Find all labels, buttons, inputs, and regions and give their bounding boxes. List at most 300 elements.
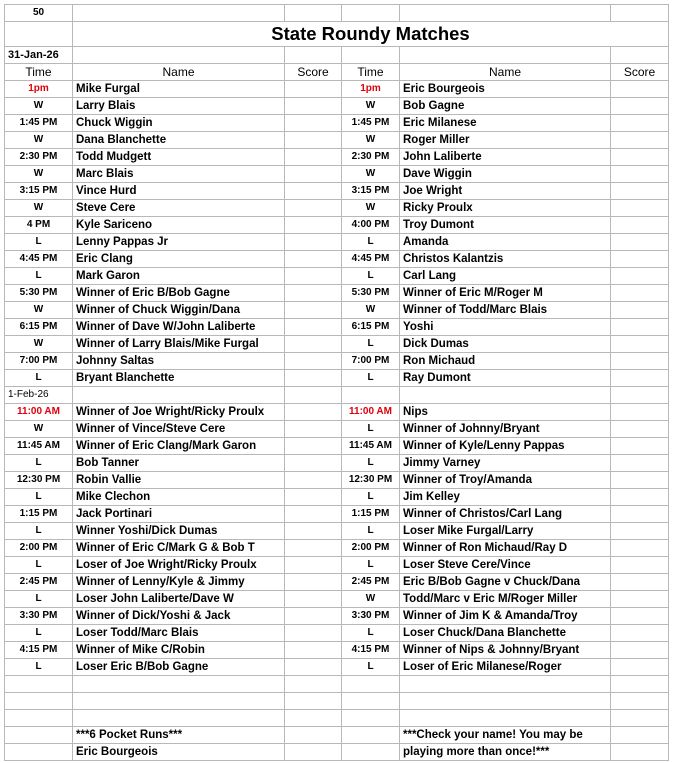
- score-cell-right[interactable]: [611, 455, 669, 472]
- empty-cell[interactable]: [400, 676, 611, 693]
- time-cell-right[interactable]: 1:45 PM: [342, 115, 400, 132]
- score-cell-left[interactable]: [285, 438, 342, 455]
- time-cell-right[interactable]: L: [342, 268, 400, 285]
- match-row: [5, 506, 669, 523]
- time-cell-left[interactable]: W: [5, 132, 73, 149]
- time-cell-right[interactable]: 2:00 PM: [342, 540, 400, 557]
- player-name-left[interactable]: Johnny Saltas: [73, 353, 285, 370]
- header-name-left: Name: [73, 64, 285, 81]
- player-name-left[interactable]: Bob Tanner: [73, 455, 285, 472]
- score-cell-left[interactable]: [285, 574, 342, 591]
- match-row: [5, 336, 669, 353]
- time-cell-right[interactable]: L: [342, 625, 400, 642]
- time-cell-right[interactable]: 1pm: [342, 81, 400, 98]
- player-name-right[interactable]: Bob Gagne: [400, 98, 611, 115]
- score-cell-left[interactable]: [285, 591, 342, 608]
- player-name-right[interactable]: Winner of Kyle/Lenny Pappas: [400, 438, 611, 455]
- match-row: [5, 540, 669, 557]
- time-cell-right[interactable]: L: [342, 421, 400, 438]
- player-name-right[interactable]: Todd/Marc v Eric M/Roger Miller: [400, 591, 611, 608]
- time-cell-left[interactable]: L: [5, 557, 73, 574]
- player-name-right[interactable]: Loser Mike Furgal/Larry: [400, 523, 611, 540]
- header-name-right: Name: [400, 64, 611, 81]
- time-cell-left[interactable]: L: [5, 489, 73, 506]
- time-cell-right[interactable]: L: [342, 234, 400, 251]
- time-cell-right[interactable]: W: [342, 200, 400, 217]
- score-cell-left[interactable]: [285, 132, 342, 149]
- player-name-right[interactable]: Dick Dumas: [400, 336, 611, 353]
- empty-cell[interactable]: [342, 710, 400, 727]
- player-name-left[interactable]: Kyle Sariceno: [73, 217, 285, 234]
- time-cell-left[interactable]: 11:45 AM: [5, 438, 73, 455]
- empty-cell[interactable]: [73, 47, 285, 64]
- time-cell-left[interactable]: W: [5, 421, 73, 438]
- empty-cell[interactable]: [342, 744, 400, 761]
- time-cell-left[interactable]: 3:30 PM: [5, 608, 73, 625]
- time-cell-left[interactable]: 5:30 PM: [5, 285, 73, 302]
- player-name-right[interactable]: Loser of Eric Milanese/Roger: [400, 659, 611, 676]
- time-cell-right[interactable]: 11:00 AM: [342, 404, 400, 421]
- empty-cell[interactable]: [611, 47, 669, 64]
- time-cell-right[interactable]: W: [342, 591, 400, 608]
- time-cell-right[interactable]: L: [342, 455, 400, 472]
- empty-cell[interactable]: [342, 676, 400, 693]
- top-number-cell[interactable]: 50: [5, 5, 73, 22]
- player-name-left[interactable]: Winner of Dick/Yoshi & Jack: [73, 608, 285, 625]
- time-cell-left[interactable]: 6:15 PM: [5, 319, 73, 336]
- time-cell-right[interactable]: 4:00 PM: [342, 217, 400, 234]
- empty-cell[interactable]: [5, 693, 73, 710]
- player-name-left[interactable]: Todd Mudgett: [73, 149, 285, 166]
- schedule-sheet: [4, 4, 669, 761]
- time-cell-left[interactable]: L: [5, 268, 73, 285]
- time-cell-left[interactable]: W: [5, 98, 73, 115]
- time-cell-left[interactable]: W: [5, 336, 73, 353]
- match-row: [5, 421, 669, 438]
- match-row: [5, 472, 669, 489]
- empty-cell[interactable]: [611, 710, 669, 727]
- player-name-left[interactable]: Winner of Lenny/Kyle & Jimmy: [73, 574, 285, 591]
- match-row: [5, 81, 669, 98]
- score-cell-left[interactable]: [285, 183, 342, 200]
- player-name-right[interactable]: Eric B/Bob Gagne v Chuck/Dana: [400, 574, 611, 591]
- player-name-right[interactable]: Roger Miller: [400, 132, 611, 149]
- match-row: [5, 557, 669, 574]
- date-cell-day2[interactable]: 1-Feb-26: [5, 387, 73, 404]
- time-cell-left[interactable]: L: [5, 523, 73, 540]
- time-cell-left[interactable]: 2:00 PM: [5, 540, 73, 557]
- player-name-right[interactable]: Joe Wright: [400, 183, 611, 200]
- time-cell-left[interactable]: L: [5, 370, 73, 387]
- empty-cell[interactable]: [285, 727, 342, 744]
- score-cell-right[interactable]: [611, 319, 669, 336]
- empty-cell[interactable]: [611, 676, 669, 693]
- score-cell-right[interactable]: [611, 98, 669, 115]
- score-cell-right[interactable]: [611, 438, 669, 455]
- player-name-left[interactable]: Winner of Joe Wright/Ricky Proulx: [73, 404, 285, 421]
- match-row: [5, 268, 669, 285]
- player-name-right[interactable]: Yoshi: [400, 319, 611, 336]
- empty-cell[interactable]: [342, 47, 400, 64]
- player-name-right[interactable]: Eric Bourgeois: [400, 81, 611, 98]
- time-cell-left[interactable]: L: [5, 234, 73, 251]
- time-cell-left[interactable]: 1pm: [5, 81, 73, 98]
- match-row: [5, 353, 669, 370]
- empty-cell[interactable]: [73, 676, 285, 693]
- player-name-left[interactable]: Winner of Chuck Wiggin/Dana: [73, 302, 285, 319]
- time-cell-left[interactable]: W: [5, 166, 73, 183]
- time-cell-left[interactable]: W: [5, 200, 73, 217]
- time-cell-right[interactable]: 2:45 PM: [342, 574, 400, 591]
- score-cell-left[interactable]: [285, 625, 342, 642]
- score-cell-left[interactable]: [285, 251, 342, 268]
- empty-cell[interactable]: [400, 387, 611, 404]
- time-cell-right[interactable]: 12:30 PM: [342, 472, 400, 489]
- player-name-right[interactable]: Winner of Nips & Johnny/Bryant: [400, 642, 611, 659]
- score-cell-left[interactable]: [285, 472, 342, 489]
- empty-cell[interactable]: [400, 5, 611, 22]
- time-cell-left[interactable]: 11:00 AM: [5, 404, 73, 421]
- match-row: [5, 285, 669, 302]
- player-name-left[interactable]: Winner of Eric C/Mark G & Bob T: [73, 540, 285, 557]
- header-score-right: Score: [611, 64, 669, 81]
- score-cell-left[interactable]: [285, 523, 342, 540]
- score-cell-right[interactable]: [611, 166, 669, 183]
- score-cell-right[interactable]: [611, 183, 669, 200]
- player-name-left[interactable]: Dana Blanchette: [73, 132, 285, 149]
- score-cell-right[interactable]: [611, 625, 669, 642]
- score-cell-left[interactable]: [285, 506, 342, 523]
- time-cell-right[interactable]: 11:45 AM: [342, 438, 400, 455]
- header-time-right: Time: [342, 64, 400, 81]
- score-cell-right[interactable]: [611, 557, 669, 574]
- score-cell-right[interactable]: [611, 251, 669, 268]
- score-cell-right[interactable]: [611, 302, 669, 319]
- score-cell-right[interactable]: [611, 574, 669, 591]
- player-name-right[interactable]: Winner of Christos/Carl Lang: [400, 506, 611, 523]
- note-left[interactable]: ***6 Pocket Runs***: [73, 727, 285, 744]
- time-cell-left[interactable]: W: [5, 302, 73, 319]
- score-cell-left[interactable]: [285, 659, 342, 676]
- time-cell-left[interactable]: L: [5, 455, 73, 472]
- player-name-left[interactable]: Vince Hurd: [73, 183, 285, 200]
- match-row: [5, 404, 669, 421]
- score-cell-left[interactable]: [285, 642, 342, 659]
- empty-cell[interactable]: [400, 710, 611, 727]
- score-cell-right[interactable]: [611, 370, 669, 387]
- empty-cell[interactable]: [611, 5, 669, 22]
- score-cell-left[interactable]: [285, 489, 342, 506]
- time-cell-right[interactable]: L: [342, 489, 400, 506]
- score-cell-right[interactable]: [611, 81, 669, 98]
- player-name-left[interactable]: Marc Blais: [73, 166, 285, 183]
- score-cell-right[interactable]: [611, 336, 669, 353]
- player-name-right[interactable]: Eric Milanese: [400, 115, 611, 132]
- score-cell-right[interactable]: [611, 523, 669, 540]
- player-name-right[interactable]: John Laliberte: [400, 149, 611, 166]
- score-cell-left[interactable]: [285, 200, 342, 217]
- score-cell-left[interactable]: [285, 115, 342, 132]
- score-cell-right[interactable]: [611, 540, 669, 557]
- score-cell-left[interactable]: [285, 455, 342, 472]
- player-name-right[interactable]: Winner of Jim K & Amanda/Troy: [400, 608, 611, 625]
- time-cell-left[interactable]: 4:15 PM: [5, 642, 73, 659]
- notes-row: [5, 744, 669, 761]
- match-row: [5, 659, 669, 676]
- empty-cell[interactable]: [73, 693, 285, 710]
- time-cell-left[interactable]: L: [5, 625, 73, 642]
- empty-cell[interactable]: [611, 387, 669, 404]
- score-cell-left[interactable]: [285, 81, 342, 98]
- player-name-left[interactable]: Chuck Wiggin: [73, 115, 285, 132]
- score-cell-left[interactable]: [285, 166, 342, 183]
- player-name-left[interactable]: Winner of Larry Blais/Mike Furgal: [73, 336, 285, 353]
- score-cell-right[interactable]: [611, 404, 669, 421]
- note-left[interactable]: Eric Bourgeois: [73, 744, 285, 761]
- player-name-right[interactable]: Winner of Todd/Marc Blais: [400, 302, 611, 319]
- match-row: [5, 132, 669, 149]
- player-name-right[interactable]: Ricky Proulx: [400, 200, 611, 217]
- match-row: [5, 370, 669, 387]
- score-cell-right[interactable]: [611, 353, 669, 370]
- score-cell-right[interactable]: [611, 132, 669, 149]
- time-cell-left[interactable]: L: [5, 591, 73, 608]
- match-row: [5, 608, 669, 625]
- player-name-right[interactable]: Winner of Ron Michaud/Ray D: [400, 540, 611, 557]
- empty-cell[interactable]: [5, 676, 73, 693]
- time-cell-right[interactable]: 6:15 PM: [342, 319, 400, 336]
- score-cell-left[interactable]: [285, 421, 342, 438]
- empty-cell[interactable]: [5, 727, 73, 744]
- time-cell-left[interactable]: 1:45 PM: [5, 115, 73, 132]
- score-cell-left[interactable]: [285, 268, 342, 285]
- empty-cell[interactable]: [285, 47, 342, 64]
- match-row: [5, 642, 669, 659]
- match-row: [5, 149, 669, 166]
- score-cell-left[interactable]: [285, 336, 342, 353]
- empty-cell[interactable]: [285, 710, 342, 727]
- player-name-right[interactable]: Loser Chuck/Dana Blanchette: [400, 625, 611, 642]
- note-right[interactable]: playing more than once!***: [400, 744, 611, 761]
- player-name-right[interactable]: Jimmy Varney: [400, 455, 611, 472]
- player-name-left[interactable]: Mike Furgal: [73, 81, 285, 98]
- empty-cell[interactable]: [611, 727, 669, 744]
- time-cell-right[interactable]: 7:00 PM: [342, 353, 400, 370]
- header-score-left: Score: [285, 64, 342, 81]
- score-cell-left[interactable]: [285, 217, 342, 234]
- match-row: [5, 455, 669, 472]
- time-cell-left[interactable]: 7:00 PM: [5, 353, 73, 370]
- time-cell-right[interactable]: L: [342, 557, 400, 574]
- blank-row: [5, 710, 669, 727]
- empty-cell[interactable]: [342, 5, 400, 22]
- player-name-left[interactable]: Eric Clang: [73, 251, 285, 268]
- match-row: [5, 98, 669, 115]
- empty-cell[interactable]: [400, 693, 611, 710]
- score-cell-left[interactable]: [285, 608, 342, 625]
- player-name-right[interactable]: Amanda: [400, 234, 611, 251]
- player-name-left[interactable]: Winner of Eric Clang/Mark Garon: [73, 438, 285, 455]
- player-name-right[interactable]: Troy Dumont: [400, 217, 611, 234]
- match-row: [5, 523, 669, 540]
- empty-cell[interactable]: [611, 693, 669, 710]
- empty-cell[interactable]: [611, 744, 669, 761]
- score-cell-right[interactable]: [611, 421, 669, 438]
- time-cell-right[interactable]: L: [342, 659, 400, 676]
- empty-cell[interactable]: [73, 710, 285, 727]
- score-cell-left[interactable]: [285, 285, 342, 302]
- score-cell-right[interactable]: [611, 149, 669, 166]
- match-row: [5, 166, 669, 183]
- score-cell-right[interactable]: [611, 200, 669, 217]
- player-name-left[interactable]: Loser Eric B/Bob Gagne: [73, 659, 285, 676]
- player-name-left[interactable]: Winner of Eric B/Bob Gagne: [73, 285, 285, 302]
- player-name-left[interactable]: Jack Portinari: [73, 506, 285, 523]
- empty-cell[interactable]: [342, 693, 400, 710]
- time-cell-left[interactable]: L: [5, 659, 73, 676]
- notes-row: [5, 727, 669, 744]
- time-cell-left[interactable]: 2:30 PM: [5, 149, 73, 166]
- score-cell-right[interactable]: [611, 217, 669, 234]
- blank-row: [5, 693, 669, 710]
- match-row: [5, 625, 669, 642]
- player-name-left[interactable]: Winner Yoshi/Dick Dumas: [73, 523, 285, 540]
- time-cell-right[interactable]: 5:30 PM: [342, 285, 400, 302]
- player-name-left[interactable]: Loser of Joe Wright/Ricky Proulx: [73, 557, 285, 574]
- match-row: [5, 489, 669, 506]
- score-cell-right[interactable]: [611, 591, 669, 608]
- match-row: [5, 183, 669, 200]
- player-name-right[interactable]: Loser Steve Cere/Vince: [400, 557, 611, 574]
- score-cell-left[interactable]: [285, 149, 342, 166]
- score-cell-right[interactable]: [611, 659, 669, 676]
- empty-cell[interactable]: [5, 710, 73, 727]
- player-name-left[interactable]: Bryant Blanchette: [73, 370, 285, 387]
- time-cell-right[interactable]: L: [342, 336, 400, 353]
- empty-cell[interactable]: [342, 387, 400, 404]
- score-cell-left[interactable]: [285, 353, 342, 370]
- match-row: [5, 591, 669, 608]
- date-row: [5, 387, 669, 404]
- time-cell-right[interactable]: W: [342, 98, 400, 115]
- time-cell-left[interactable]: 4:45 PM: [5, 251, 73, 268]
- player-name-right[interactable]: Dave Wiggin: [400, 166, 611, 183]
- time-cell-right[interactable]: 2:30 PM: [342, 149, 400, 166]
- score-cell-right[interactable]: [611, 472, 669, 489]
- empty-cell[interactable]: [285, 5, 342, 22]
- score-cell-left[interactable]: [285, 234, 342, 251]
- match-row: [5, 234, 669, 251]
- time-cell-left[interactable]: 12:30 PM: [5, 472, 73, 489]
- page-title: State Roundy Matches: [73, 22, 669, 47]
- match-row: [5, 200, 669, 217]
- match-row: [5, 438, 669, 455]
- time-cell-right[interactable]: 3:15 PM: [342, 183, 400, 200]
- time-cell-right[interactable]: 3:30 PM: [342, 608, 400, 625]
- player-name-right[interactable]: Carl Lang: [400, 268, 611, 285]
- time-cell-left[interactable]: 3:15 PM: [5, 183, 73, 200]
- time-cell-right[interactable]: 1:15 PM: [342, 506, 400, 523]
- empty-cell[interactable]: [285, 387, 342, 404]
- player-name-left[interactable]: Winner of Dave W/John Laliberte: [73, 319, 285, 336]
- score-cell-left[interactable]: [285, 319, 342, 336]
- player-name-left[interactable]: Lenny Pappas Jr: [73, 234, 285, 251]
- empty-cell[interactable]: [5, 744, 73, 761]
- player-name-left[interactable]: Winner of Vince/Steve Cere: [73, 421, 285, 438]
- time-cell-left[interactable]: 2:45 PM: [5, 574, 73, 591]
- score-cell-right[interactable]: [611, 285, 669, 302]
- match-row: [5, 115, 669, 132]
- empty-cell[interactable]: [285, 676, 342, 693]
- player-name-right[interactable]: Winner of Johnny/Bryant: [400, 421, 611, 438]
- score-cell-right[interactable]: [611, 234, 669, 251]
- player-name-left[interactable]: Mark Garon: [73, 268, 285, 285]
- match-row: [5, 251, 669, 268]
- player-name-left[interactable]: Robin Vallie: [73, 472, 285, 489]
- score-cell-right[interactable]: [611, 608, 669, 625]
- time-cell-right[interactable]: W: [342, 166, 400, 183]
- empty-cell[interactable]: [285, 744, 342, 761]
- player-name-left[interactable]: Steve Cere: [73, 200, 285, 217]
- player-name-right[interactable]: Ray Dumont: [400, 370, 611, 387]
- player-name-right[interactable]: Winner of Eric M/Roger M: [400, 285, 611, 302]
- time-cell-right[interactable]: W: [342, 302, 400, 319]
- player-name-right[interactable]: Nips: [400, 404, 611, 421]
- empty-cell[interactable]: [342, 727, 400, 744]
- player-name-left[interactable]: Mike Clechon: [73, 489, 285, 506]
- score-cell-left[interactable]: [285, 557, 342, 574]
- time-cell-right[interactable]: L: [342, 370, 400, 387]
- score-cell-left[interactable]: [285, 302, 342, 319]
- player-name-right[interactable]: Ron Michaud: [400, 353, 611, 370]
- empty-cell[interactable]: [285, 693, 342, 710]
- time-cell-left[interactable]: 1:15 PM: [5, 506, 73, 523]
- header-time-left: Time: [5, 64, 73, 81]
- player-name-left[interactable]: Winner of Mike C/Robin: [73, 642, 285, 659]
- time-cell-right[interactable]: 4:15 PM: [342, 642, 400, 659]
- score-cell-right[interactable]: [611, 642, 669, 659]
- empty-cell[interactable]: [73, 5, 285, 22]
- time-cell-right[interactable]: L: [342, 523, 400, 540]
- note-right[interactable]: ***Check your name! You may be: [400, 727, 611, 744]
- player-name-right[interactable]: Jim Kelley: [400, 489, 611, 506]
- empty-cell[interactable]: [5, 22, 73, 47]
- player-name-right[interactable]: Winner of Troy/Amanda: [400, 472, 611, 489]
- empty-cell[interactable]: [73, 387, 285, 404]
- score-cell-right[interactable]: [611, 506, 669, 523]
- match-row: [5, 319, 669, 336]
- score-cell-left[interactable]: [285, 370, 342, 387]
- time-cell-left[interactable]: 4 PM: [5, 217, 73, 234]
- score-cell-right[interactable]: [611, 268, 669, 285]
- empty-cell[interactable]: [400, 47, 611, 64]
- score-cell-left[interactable]: [285, 98, 342, 115]
- blank-row: [5, 676, 669, 693]
- time-cell-right[interactable]: W: [342, 132, 400, 149]
- score-cell-left[interactable]: [285, 404, 342, 421]
- time-cell-right[interactable]: 4:45 PM: [342, 251, 400, 268]
- match-row: [5, 217, 669, 234]
- player-name-left[interactable]: Loser Todd/Marc Blais: [73, 625, 285, 642]
- player-name-right[interactable]: Christos Kalantzis: [400, 251, 611, 268]
- score-cell-right[interactable]: [611, 489, 669, 506]
- player-name-left[interactable]: Larry Blais: [73, 98, 285, 115]
- score-cell-right[interactable]: [611, 115, 669, 132]
- date-cell-day1[interactable]: 31-Jan-26: [5, 47, 73, 64]
- match-row: [5, 574, 669, 591]
- score-cell-left[interactable]: [285, 540, 342, 557]
- player-name-left[interactable]: Loser John Laliberte/Dave W: [73, 591, 285, 608]
